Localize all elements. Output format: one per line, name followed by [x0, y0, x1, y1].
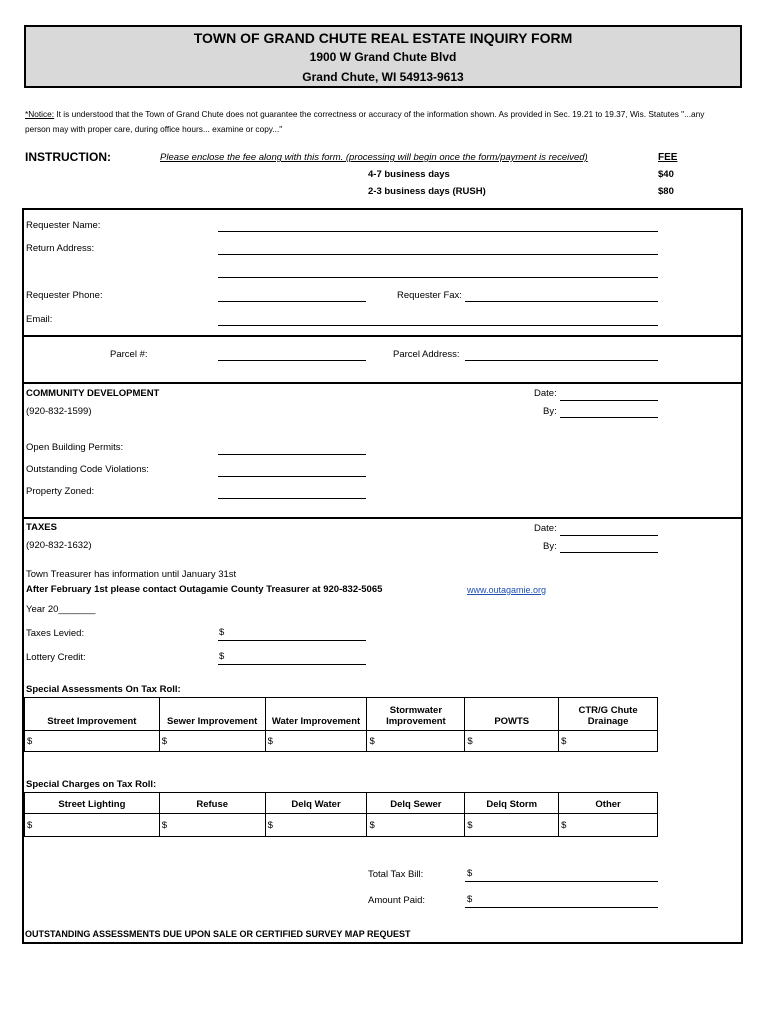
charge-cell[interactable]: $ [367, 814, 465, 837]
return-address-label: Return Address: [26, 243, 95, 254]
amount-paid-currency: $ [467, 894, 473, 905]
charge-header: Other [559, 793, 658, 814]
fee-row-value: $40 [658, 169, 674, 180]
assessment-header: Street Improvement [25, 698, 160, 731]
taxes-phone: (920-832-1632) [26, 540, 92, 551]
county-note: After February 1st please contact Outagamie County Treasurer at 920-832-5065 [26, 584, 383, 595]
taxes-by-field[interactable] [560, 552, 658, 553]
parcel-address-field[interactable] [465, 360, 658, 361]
taxes-title: TAXES [26, 522, 57, 533]
parcel-number-label: Parcel #: [110, 349, 148, 360]
property-zoned-field[interactable] [218, 498, 366, 499]
requester-name-label: Requester Name: [26, 220, 101, 231]
requester-fax-field[interactable] [465, 301, 658, 302]
charge-cell[interactable]: $ [559, 814, 658, 837]
fee-row-label: 2-3 business days (RUSH) [368, 186, 486, 197]
lottery-credit-label: Lottery Credit: [26, 652, 86, 663]
assessment-cell[interactable]: $ [367, 731, 465, 752]
assessment-header: POWTS [465, 698, 559, 731]
assessment-header: CTR/G Chute Drainage [559, 698, 658, 731]
instruction-label: INSTRUCTION: [25, 150, 111, 164]
requester-fax-label: Requester Fax: [397, 290, 462, 301]
requester-name-field[interactable] [218, 231, 658, 232]
community-date-label: Date: [534, 388, 557, 399]
form-address: 1900 W Grand Chute Blvd [309, 50, 457, 64]
taxes-by-label: By: [543, 541, 557, 552]
fee-label: FEE [658, 152, 678, 163]
taxes-levied-field[interactable] [218, 640, 366, 641]
taxes-levied-label: Taxes Levied: [26, 628, 85, 639]
taxes-date-field[interactable] [560, 535, 658, 536]
special-assessments-table [24, 697, 658, 752]
open-permits-field[interactable] [218, 454, 366, 455]
community-title: COMMUNITY DEVELOPMENT [26, 388, 160, 399]
assessment-cell[interactable]: $ [25, 731, 160, 752]
special-assessments-label: Special Assessments On Tax Roll: [26, 684, 181, 695]
charge-header: Refuse [159, 793, 265, 814]
lottery-credit-field[interactable] [218, 664, 366, 665]
taxes-date-label: Date: [534, 523, 557, 534]
requester-phone-label: Requester Phone: [26, 290, 103, 301]
community-by-label: By: [543, 406, 557, 417]
charge-header: Delq Storm [465, 793, 559, 814]
email-label: Email: [26, 314, 53, 325]
charge-header: Delq Sewer [367, 793, 465, 814]
assessment-header: Water Improvement [265, 698, 367, 731]
community-phone: (920-832-1599) [26, 406, 92, 417]
instruction-text: Please enclose the fee along with this form. (processing will begin once the form/payment is received) [160, 152, 588, 163]
email-field[interactable] [218, 325, 658, 326]
special-charges-label: Special Charges on Tax Roll: [26, 779, 157, 790]
year-label: Year 20_______ [26, 604, 96, 615]
assessment-cell[interactable]: $ [559, 731, 658, 752]
assessment-header: Sewer Improvement [159, 698, 265, 731]
community-date-field[interactable] [560, 400, 658, 401]
charge-cell[interactable]: $ [159, 814, 265, 837]
assessment-header: Stormwater Improvement [367, 698, 465, 731]
outagamie-link[interactable]: www.outagamie.org [467, 585, 547, 595]
parcel-address-label: Parcel Address: [393, 349, 460, 360]
community-by-field[interactable] [560, 417, 658, 418]
requester-phone-field[interactable] [218, 301, 366, 302]
form-header [24, 25, 742, 88]
footer-note: OUTSTANDING ASSESSMENTS DUE UPON SALE OR CERTIFIED SURVEY MAP REQUEST [25, 929, 411, 939]
charge-header: Delq Water [265, 793, 367, 814]
assessment-cell[interactable]: $ [265, 731, 367, 752]
total-tax-label: Total Tax Bill: [368, 869, 424, 880]
property-zoned-label: Property Zoned: [26, 486, 95, 497]
community-section [22, 382, 743, 519]
form-city: Grand Chute, WI 54913-9613 [302, 70, 464, 84]
charge-cell[interactable]: $ [265, 814, 367, 837]
treasurer-note: Town Treasurer has information until January 31st [26, 569, 237, 580]
fee-row-value: $80 [658, 186, 674, 197]
taxes-levied-currency: $ [219, 627, 225, 638]
total-tax-field[interactable] [465, 881, 658, 882]
lottery-credit-currency: $ [219, 651, 225, 662]
notice-text: It is understood that the Town of Grand Chute does not guarantee the correctness or accuracy of the information shown. As provided in Sec. 19.21 to 19.37, Wis. Statutes "...any [54, 109, 705, 119]
notice-label: *Notice: [25, 109, 55, 119]
requester-section [22, 208, 743, 337]
code-violations-label: Outstanding Code Violations: [26, 464, 149, 475]
amount-paid-field[interactable] [465, 907, 658, 908]
return-address-field-2[interactable] [218, 277, 658, 278]
total-tax-currency: $ [467, 868, 473, 879]
notice [25, 107, 740, 137]
charge-cell[interactable]: $ [465, 814, 559, 837]
notice-text-2: person may with proper care, during office hours... examine or copy..." [25, 124, 283, 134]
fee-row-label: 4-7 business days [368, 169, 450, 180]
open-permits-label: Open Building Permits: [26, 442, 124, 453]
assessment-cell[interactable]: $ [159, 731, 265, 752]
parcel-number-field[interactable] [218, 360, 366, 361]
form-title: TOWN OF GRAND CHUTE REAL ESTATE INQUIRY FORM [193, 30, 573, 46]
return-address-field[interactable] [218, 254, 658, 255]
code-violations-field[interactable] [218, 476, 366, 477]
assessment-cell[interactable]: $ [465, 731, 559, 752]
charge-header: Street Lighting [25, 793, 160, 814]
amount-paid-label: Amount Paid: [368, 895, 426, 906]
charge-cell[interactable]: $ [25, 814, 160, 837]
special-charges-table [24, 792, 658, 837]
